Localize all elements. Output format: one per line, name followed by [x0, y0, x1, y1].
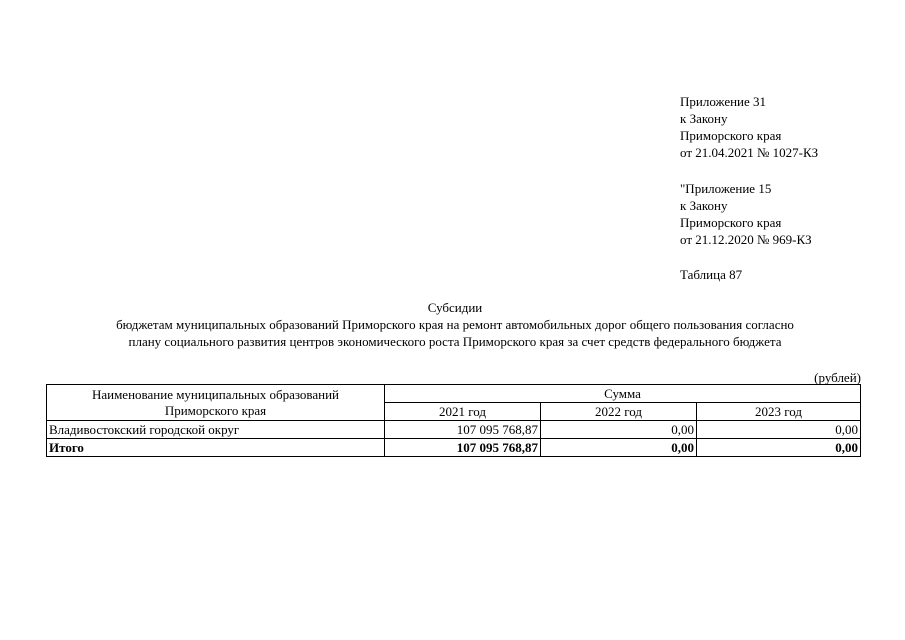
table-total-row [47, 439, 861, 457]
total-value-cell: 0,00 [697, 439, 861, 457]
appendix-prior-block [680, 180, 812, 248]
total-name-cell: Итого [47, 439, 385, 457]
row-value-cell: 0,00 [697, 421, 861, 439]
table-row [47, 421, 861, 439]
appendix-date: от 21.04.2021 № 1027-КЗ [680, 145, 819, 160]
row-value-cell: 107 095 768,87 [385, 421, 541, 439]
row-value-cell: 0,00 [541, 421, 697, 439]
appendix-date: от 21.12.2020 № 969-КЗ [680, 232, 812, 247]
header-year-cell: 2022 год [541, 403, 697, 421]
subsidy-table [46, 384, 861, 457]
appendix-region: Приморского края [680, 215, 782, 230]
appendix-law-ref: к Закону [680, 111, 728, 126]
appendix-current-block [680, 93, 818, 161]
total-value-cell: 0,00 [541, 439, 697, 457]
document-title [40, 299, 870, 350]
appendix-number: "Приложение 15 [680, 181, 772, 196]
table-header-row [47, 385, 861, 403]
header-year-cell: 2023 год [697, 403, 861, 421]
appendix-law-ref: к Закону [680, 198, 728, 213]
row-name-cell: Владивостокский городской округ [47, 421, 385, 439]
table-number: Таблица 87 [680, 267, 743, 282]
header-name-cell [47, 385, 385, 421]
appendix-region: Приморского края [680, 128, 782, 143]
header-name-line: Приморского края [164, 402, 267, 418]
header-sum-cell: Сумма [385, 385, 861, 403]
header-name-line: Наименование муниципальных образований [91, 386, 340, 402]
title-line: бюджетам муниципальных образований Приморского края на ремонт автомобильных дорог общего пользования согласно [116, 317, 794, 332]
header-year-cell: 2021 год [385, 403, 541, 421]
units-label: (рублей) [814, 370, 861, 385]
title-line: плану социального развития центров экономического роста Приморского края за счет средств федерального бюджета [128, 334, 782, 349]
title-line: Субсидии [427, 300, 483, 315]
appendix-number: Приложение 31 [680, 94, 767, 109]
total-value-cell: 107 095 768,87 [385, 439, 541, 457]
